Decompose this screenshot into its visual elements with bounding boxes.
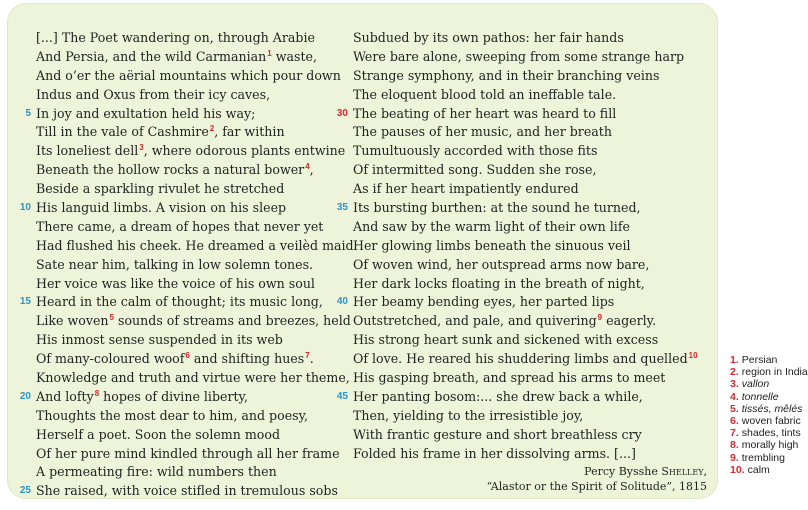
- verse-text: And Persia, and the wild Carmanian: [36, 48, 267, 64]
- footnote-number: 7.: [730, 427, 739, 440]
- verse-text: Her dark locks floating in the breath of night,: [353, 275, 645, 291]
- poem-column-right: [336, 29, 713, 463]
- verse-text: Outstretched, and pale, and quivering: [353, 313, 597, 329]
- line-number: 5: [25, 107, 31, 119]
- verse-text: , far within: [214, 124, 285, 140]
- poem-line: [36, 142, 376, 161]
- poem-line: [353, 67, 713, 86]
- verse-text: sounds of streams and breezes, held: [113, 313, 351, 329]
- poem-line: [353, 123, 713, 142]
- poem-line: [353, 218, 713, 237]
- line-number: 45: [336, 390, 348, 402]
- poem-line: [19, 482, 376, 501]
- verse-text: Of many-coloured woof: [36, 351, 185, 367]
- poem-line: [336, 199, 713, 218]
- poem-line: [36, 86, 376, 105]
- poem-line: [353, 407, 713, 426]
- poem-line: [353, 331, 713, 350]
- line-number: 20: [19, 390, 31, 402]
- poem-line: [36, 161, 376, 180]
- footnote-marker: 8: [94, 388, 100, 398]
- verse-text: waste,: [271, 48, 317, 64]
- poem-line: [353, 256, 713, 275]
- verse-text: Folded his frame in her dissolving arms. [...]: [353, 445, 636, 461]
- footnote-item: [730, 464, 800, 476]
- poem-line: [353, 180, 713, 199]
- poem-line: [36, 350, 376, 369]
- verse-text: and shifting hues: [189, 351, 305, 367]
- verse-text: The pauses of her music, and her breath: [353, 124, 612, 140]
- footnote-marker: 4: [305, 162, 310, 172]
- poem-line: [36, 48, 376, 67]
- verse-text: hopes of divine liberty,: [99, 388, 248, 404]
- line-number: 10: [19, 202, 31, 214]
- verse-text: , where odorous plants entwine: [143, 143, 346, 159]
- verse-text: Of her pure mind kindled through all her frame: [36, 445, 340, 461]
- poem-line: [353, 29, 713, 48]
- footnote-text: morally high: [741, 439, 799, 452]
- footnote-number: 2.: [730, 366, 739, 379]
- poem-line: [353, 237, 713, 256]
- poem-line: [36, 67, 376, 86]
- poem-line: [336, 105, 713, 124]
- footnote-marker: 5: [109, 313, 114, 323]
- poem-line: [36, 445, 376, 464]
- footnote-text: tissés, mêlés: [741, 402, 803, 415]
- footnote-marker: 6: [185, 350, 190, 360]
- verse-text: His gasping breath, and spread his arms to meet: [353, 370, 666, 386]
- footnote-marker: 10: [688, 350, 698, 360]
- footnote-number: 8.: [730, 439, 739, 452]
- footnote-item: [730, 354, 800, 366]
- verse-text: His inmost sense suspended in its web: [36, 332, 283, 348]
- poem-line: [353, 161, 713, 180]
- verse-text: And o’er the aërial mountains which pour down: [36, 67, 341, 83]
- poem-line: [353, 312, 713, 331]
- line-number: 35: [336, 202, 348, 214]
- verse-text: Her beamy bending eyes, her parted lips: [353, 294, 615, 310]
- footnote-item: [730, 415, 800, 427]
- verse-text: Her glowing limbs beneath the sinuous veil: [353, 237, 631, 253]
- verse-text: She raised, with voice stifled in tremulous sobs: [36, 483, 338, 499]
- attribution-author: [487, 465, 707, 480]
- verse-text: There came, a dream of hopes that never yet: [36, 218, 324, 234]
- poem-line: [36, 218, 376, 237]
- poem-line: [19, 199, 376, 218]
- footnote-number: 5.: [730, 402, 739, 415]
- footnote-number: 4.: [730, 390, 739, 403]
- poem-line: [36, 463, 376, 482]
- verse-text: ,: [309, 162, 314, 178]
- poem-line: [36, 331, 376, 350]
- poem-line: [353, 142, 713, 161]
- author-first-name: Percy Bysshe: [584, 465, 658, 478]
- poem-line: [36, 180, 376, 199]
- poem-line: [353, 275, 713, 294]
- footnote-text: Persian: [741, 354, 778, 366]
- poem-line: [36, 237, 376, 256]
- footnote-number: 1.: [730, 354, 739, 366]
- footnote-text: calm: [747, 463, 770, 476]
- poem-line: [36, 312, 376, 331]
- footnote-number: 3.: [730, 378, 739, 391]
- verse-text: The beating of her heart was heard to fill: [353, 105, 617, 121]
- poem-line: [353, 350, 713, 369]
- poem-line: [336, 388, 713, 407]
- poem-panel: [8, 4, 717, 498]
- verse-text: And saw by the warm light of their own life: [353, 218, 630, 234]
- verse-text: Of love. He reared his shuddering limbs and quelled: [353, 351, 688, 367]
- verse-text: [...] The Poet wandering on, through Arabie: [36, 30, 315, 45]
- line-number: 30: [336, 107, 348, 119]
- footnote-marker: 3: [139, 143, 144, 153]
- verse-text: Were bare alone, sweeping from some strange harp: [353, 48, 685, 64]
- verse-text: Had flushed his cheek. He dreamed a veilèd maid: [36, 237, 354, 253]
- verse-text: Like woven: [36, 313, 109, 329]
- verse-text: His languid limbs. A vision on his sleep: [36, 200, 287, 216]
- footnote-text: tonnelle: [741, 390, 779, 403]
- verse-text: Till in the vale of Cashmire: [36, 124, 209, 140]
- poem-line: [336, 293, 713, 312]
- footnote-item: [730, 439, 800, 451]
- author-last-name: Shelley,: [661, 465, 707, 478]
- verse-text: Its loneliest dell: [36, 143, 139, 159]
- poem-line: [36, 123, 376, 142]
- poem-line: [353, 445, 713, 464]
- verse-text: In joy and exultation held his way;: [36, 105, 256, 121]
- verse-text: Of woven wind, her outspread arms now bare,: [353, 256, 650, 272]
- verse-text: Its bursting burthen: at the sound he turned,: [353, 200, 641, 216]
- verse-text: Thoughts the most dear to him, and poesy,: [36, 407, 309, 423]
- verse-text: Tumultuously accorded with those fits: [353, 143, 598, 159]
- verse-text: With frantic gesture and short breathless cry: [353, 426, 642, 442]
- verse-text: Herself a poet. Soon the solemn mood: [36, 426, 281, 442]
- poem-line: [36, 29, 376, 48]
- poem-column-left: [19, 29, 376, 501]
- footnote-item: [730, 427, 800, 439]
- verse-text: His strong heart sunk and sickened with excess: [353, 332, 659, 348]
- verse-text: Sate near him, talking in low solemn tones.: [36, 256, 314, 272]
- footnotes: [730, 354, 808, 476]
- attribution-work: “Alastor or the Spirit of Solitude”, 1815: [486, 479, 707, 493]
- footnote-text: region in India: [741, 366, 808, 379]
- poem-line: [353, 48, 713, 67]
- footnote-text: woven fabric: [741, 415, 801, 428]
- poem-line: [36, 407, 376, 426]
- verse-text: Her voice was like the voice of his own soul: [36, 275, 315, 291]
- poem-line: [36, 275, 376, 294]
- verse-text: Then, yielding to the irresistible joy,: [353, 407, 584, 423]
- verse-text: .: [309, 351, 314, 367]
- footnote-item: [730, 452, 800, 464]
- footnote-text: vallon: [741, 378, 770, 391]
- verse-text: Indus and Oxus from their icy caves,: [36, 86, 271, 102]
- verse-text: Strange symphony, and in their branching veins: [353, 67, 660, 83]
- verse-text: Her panting bosom:... she drew back a while,: [353, 388, 643, 404]
- poem-line: [36, 369, 376, 388]
- verse-text: Beneath the hollow rocks a natural bower: [36, 162, 305, 178]
- verse-text: As if her heart impatiently endured: [353, 181, 579, 197]
- poem-line: [353, 426, 713, 445]
- poem-line: [36, 256, 376, 275]
- footnote-marker: 7: [305, 350, 310, 360]
- footnote-number: 10.: [730, 463, 745, 476]
- footnote-item: [730, 378, 800, 390]
- verse-text: Knowledge and truth and virtue were her theme,: [36, 370, 350, 386]
- verse-text: Subdued by its own pathos: her fair hands: [353, 30, 624, 45]
- verse-text: Heard in the calm of thought; its music long,: [36, 294, 323, 310]
- verse-text: eagerly.: [602, 313, 657, 329]
- line-number: 15: [19, 296, 31, 308]
- footnote-number: 6.: [730, 415, 739, 428]
- verse-text: Beside a sparkling rivulet he stretched: [36, 181, 285, 197]
- footnote-item: [730, 391, 800, 403]
- poem-line: [36, 426, 376, 445]
- attribution: [487, 465, 707, 494]
- verse-text: Of intermitted song. Sudden she rose,: [353, 162, 597, 178]
- poem-line: [19, 388, 376, 407]
- verse-text: A permeating fire: wild numbers then: [36, 464, 277, 480]
- footnote-text: trembling: [741, 451, 785, 464]
- poem-line: [353, 86, 713, 105]
- footnote-item: [730, 366, 808, 379]
- verse-text: And lofty: [36, 388, 94, 404]
- footnote-number: 9.: [730, 451, 739, 464]
- footnote-item: [730, 402, 803, 415]
- footnote-marker: 9: [597, 313, 603, 323]
- poem-line: [19, 293, 376, 312]
- line-number: 25: [19, 485, 31, 497]
- verse-text: The eloquent blood told an ineffable tale.: [353, 86, 617, 102]
- footnote-marker: 1: [267, 48, 272, 58]
- poem-line: [25, 105, 376, 124]
- poem-line: [353, 369, 713, 388]
- line-number: 40: [336, 296, 348, 308]
- footnote-marker: 2: [209, 124, 215, 134]
- footnote-text: shades, tints: [741, 427, 801, 440]
